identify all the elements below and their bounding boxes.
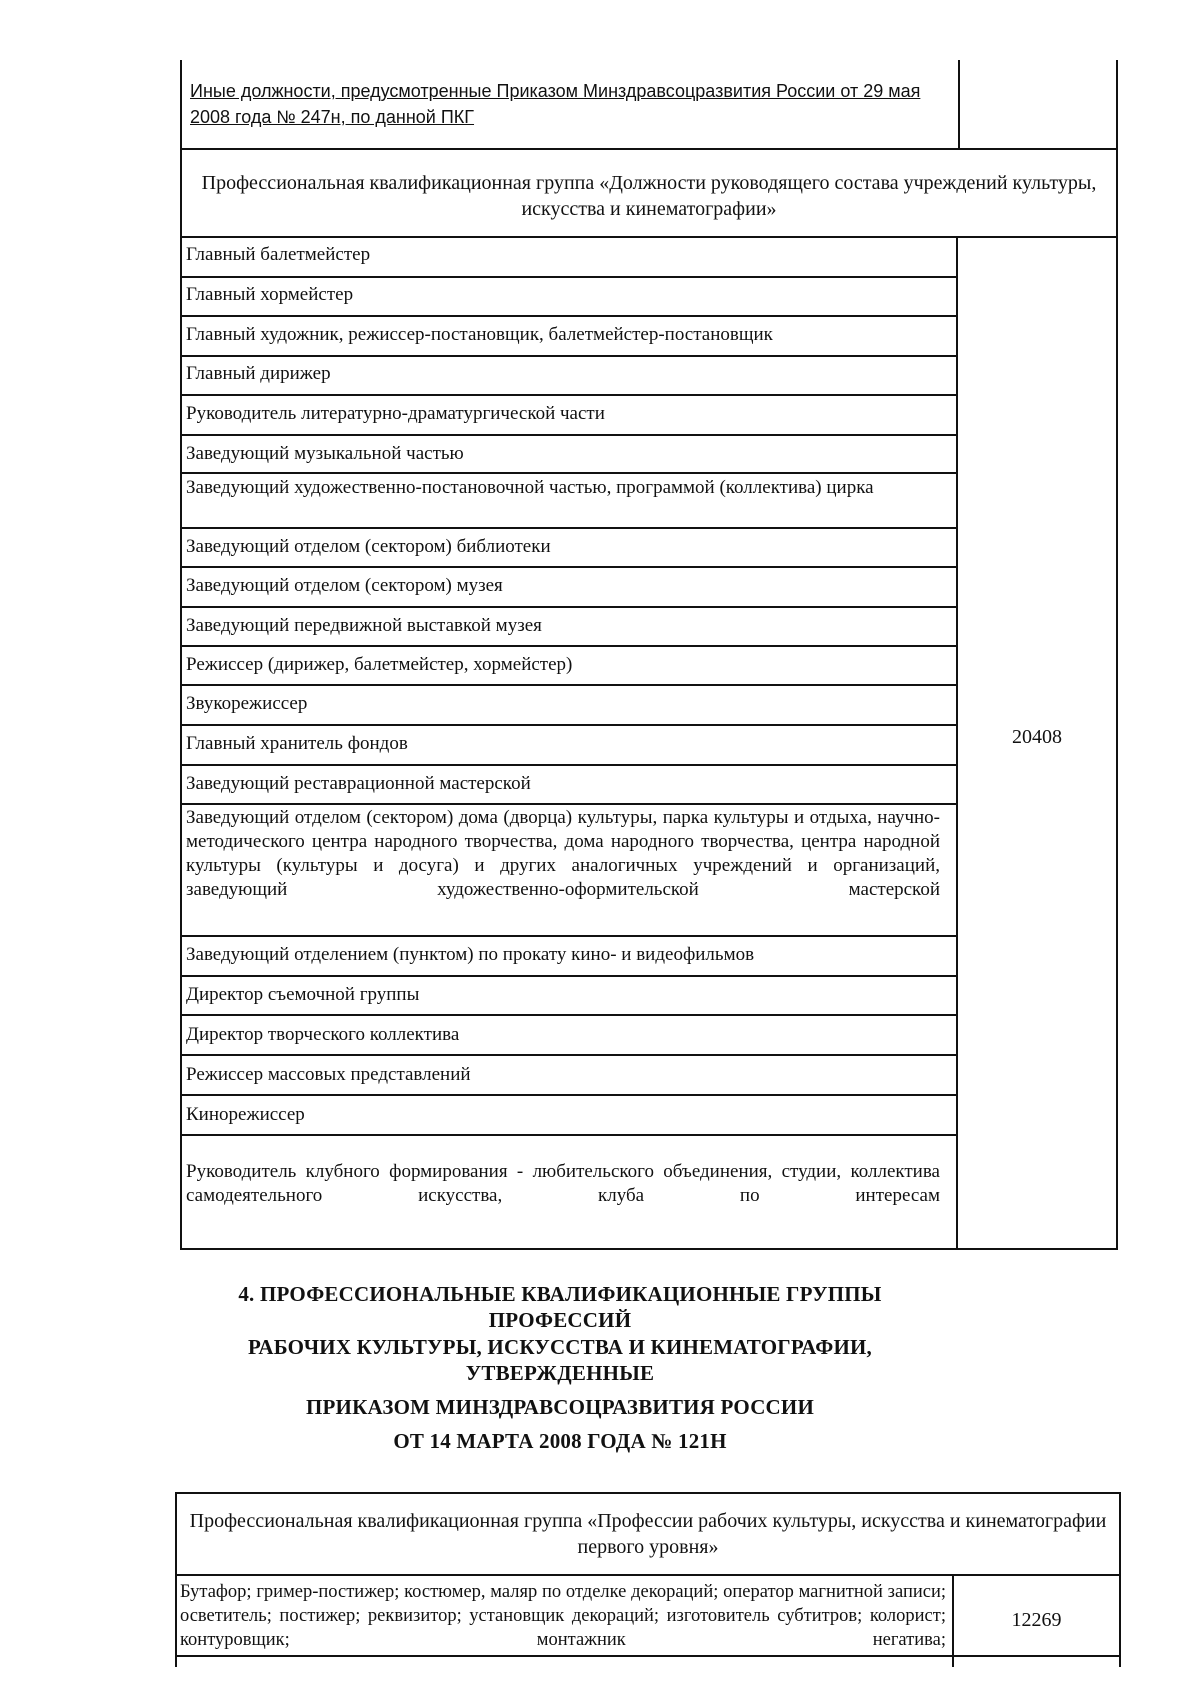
top-row-bottom-line bbox=[180, 148, 1118, 150]
row-line bbox=[180, 434, 958, 436]
table2-left-border bbox=[175, 1492, 177, 1667]
position-row: Заведующий отделом (сектором) музея bbox=[186, 575, 503, 596]
salary-value-1: 20408 bbox=[1012, 726, 1062, 748]
row-line bbox=[180, 1134, 958, 1136]
row-line bbox=[180, 1054, 958, 1056]
heading-line: 4. ПРОФЕССИОНАЛЬНЫЕ КВАЛИФИКАЦИОННЫЕ ГРУППЫ bbox=[238, 1282, 882, 1306]
table2-row-text: Бутафор; гример-постижер; костюмер, маляр по отделке декораций; оператор магнитной записи; осветитель; постижер; реквизитор; установщик декораций; изготовитель субтитров; колорист; контуровщик; монтажник негатива; bbox=[180, 1582, 946, 1650]
position-row: Заведующий передвижной выставкой музея bbox=[186, 615, 542, 636]
row-line bbox=[180, 935, 958, 937]
position-row: Директор творческого коллектива bbox=[186, 1024, 460, 1045]
row-line bbox=[180, 1014, 958, 1016]
row-line bbox=[180, 975, 958, 977]
row-line bbox=[180, 764, 958, 766]
heading-line: УТВЕРЖДЕННЫЕ bbox=[465, 1361, 655, 1385]
table1-left-border bbox=[180, 60, 182, 1250]
row-line bbox=[180, 355, 958, 357]
top-row-text: Иные должности, предусмотренные Приказом Минздравсоцразвития России от 29 мая 2008 года № 247н, по данной ПКГ bbox=[190, 81, 921, 127]
position-row: Директор съемочной группы bbox=[186, 984, 420, 1005]
position-row: Руководитель литературно-драматургической части bbox=[186, 403, 605, 424]
position-row: Заведующий отделением (пунктом) по прокату кино- и видеофильмов bbox=[186, 944, 755, 965]
table2-row-bottom-line bbox=[175, 1655, 1121, 1657]
table1-top-divider bbox=[958, 60, 960, 150]
row-line bbox=[180, 1094, 958, 1096]
heading-line: ОТ 14 МАРТА 2008 ГОДА № 121Н bbox=[393, 1429, 727, 1453]
heading-line: ПРОФЕССИЙ bbox=[488, 1308, 632, 1332]
group-header-1: Профессиональная квалификационная группа «Должности руководящего состава учреждений культуры, искусства и кинематографии» bbox=[201, 172, 1097, 220]
row-line bbox=[180, 606, 958, 608]
row-line bbox=[180, 276, 958, 278]
group-header-2: Профессиональная квалификационная группа «Профессии рабочих культуры, искусства и кинематографии первого уровня» bbox=[189, 1510, 1107, 1558]
position-row: Главный хормейстер bbox=[186, 284, 354, 305]
group-header-bottom-line bbox=[180, 236, 1118, 238]
salary-value-2: 12269 bbox=[1011, 1609, 1062, 1631]
position-row: Руководитель клубного формирования - любительского объединения, студии, коллектива самодеятельного искусства, клуба по интересам bbox=[186, 1161, 940, 1206]
heading-line: ПРИКАЗОМ МИНЗДРАВСОЦРАЗВИТИЯ РОССИИ bbox=[305, 1395, 814, 1419]
position-row: Режиссер массовых представлений bbox=[186, 1064, 471, 1085]
position-row: Заведующий отделом (сектором) библиотеки bbox=[186, 536, 551, 557]
table1-right-border bbox=[1116, 60, 1118, 1250]
position-row: Главный художник, режиссер-постановщик, балетмейстер-постановщик bbox=[186, 324, 773, 345]
position-row: Главный дирижер bbox=[186, 363, 331, 384]
table1-bottom-border bbox=[180, 1248, 1118, 1250]
position-row: Звукорежиссер bbox=[186, 693, 308, 714]
row-line bbox=[180, 315, 958, 317]
position-row: Заведующий художественно-постановочной частью, программой (коллектива) цирка bbox=[186, 477, 874, 498]
position-row: Главный балетмейстер bbox=[186, 244, 371, 265]
heading-line: РАБОЧИХ КУЛЬТУРЫ, ИСКУССТВА И КИНЕМАТОГРАФИИ, bbox=[248, 1335, 872, 1359]
row-line bbox=[180, 684, 958, 686]
position-row: Заведующий реставрационной мастерской bbox=[186, 773, 531, 794]
row-line bbox=[180, 803, 958, 805]
row-line bbox=[180, 472, 958, 474]
table2-header-bottom-line bbox=[175, 1574, 1121, 1576]
table2-right-border bbox=[1119, 1492, 1121, 1667]
table2-top-border bbox=[175, 1492, 1121, 1494]
row-line bbox=[180, 527, 958, 529]
position-row: Заведующий музыкальной частью bbox=[186, 443, 464, 464]
row-line bbox=[180, 566, 958, 568]
row-line bbox=[180, 394, 958, 396]
position-row: Главный хранитель фондов bbox=[186, 733, 408, 754]
position-row: Кинорежиссер bbox=[186, 1104, 305, 1125]
position-row: Заведующий отделом (сектором) дома (дворца) культуры, парка культуры и отдыха, научно-методического центра народного творчества, дома народного творчества, центра народной культуры (культуры и досуга) и других аналогичных учреждений и организаций, заведующий художественно-оформительской мастерской bbox=[186, 807, 940, 900]
row-line bbox=[180, 645, 958, 647]
position-row: Режиссер (дирижер, балетмейстер, хормейстер) bbox=[186, 654, 573, 675]
row-line bbox=[180, 724, 958, 726]
